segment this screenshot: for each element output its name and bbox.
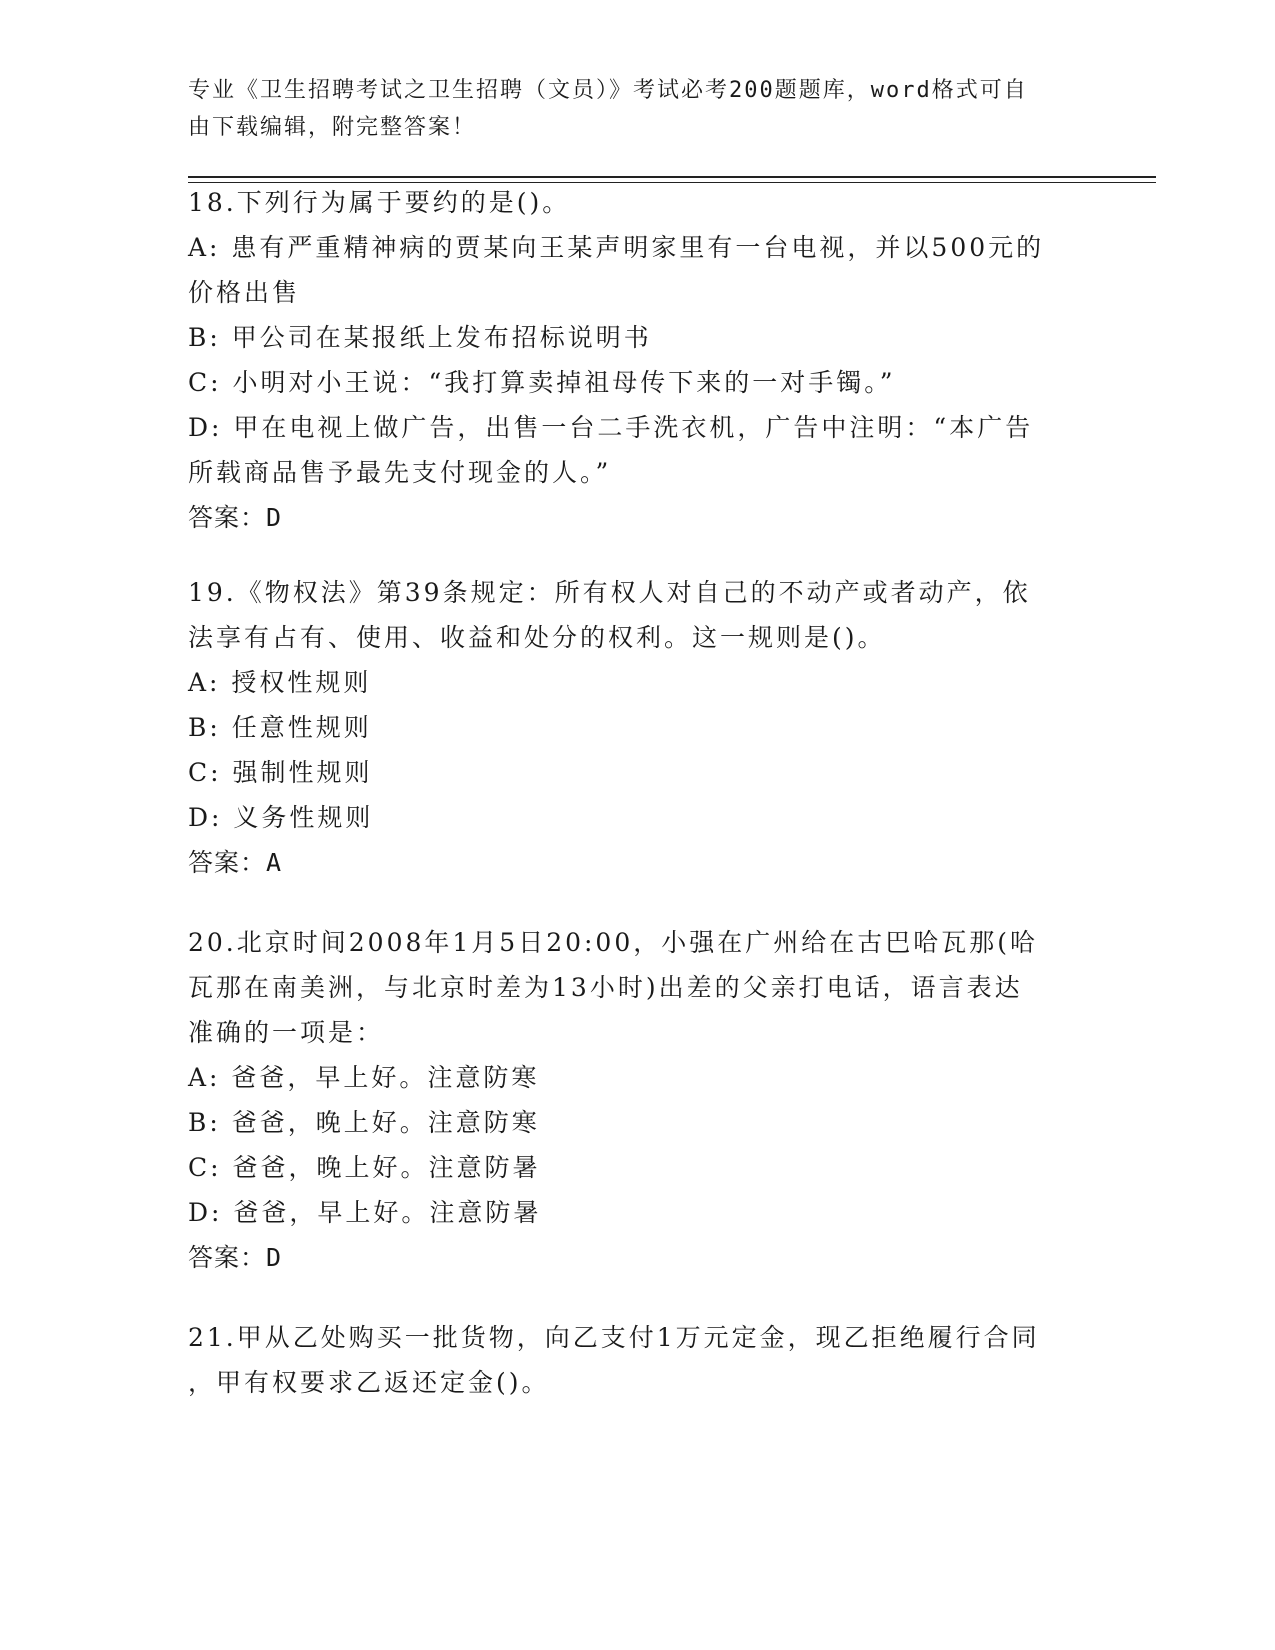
option-c: C: 小明对小王说：“我打算卖掉祖母传下来的一对手镯。” bbox=[188, 368, 896, 397]
question-18 bbox=[188, 180, 1088, 540]
answer-label: 答案： bbox=[188, 1243, 267, 1272]
option-a: A: 授权性规则 bbox=[188, 668, 372, 697]
answer-line bbox=[188, 1235, 1088, 1280]
option-a: A: 爸爸，早上好。注意防寒 bbox=[188, 1063, 540, 1092]
option-d-continued: 所载商品售予最先支付现金的人。” bbox=[188, 458, 612, 487]
answer-value: D bbox=[266, 503, 283, 532]
answer-label: 答案： bbox=[188, 503, 267, 532]
question-stem-continued-2: 准确的一项是： bbox=[188, 1018, 385, 1047]
answer-value: A bbox=[266, 848, 283, 877]
option-b: B: 甲公司在某报纸上发布招标说明书 bbox=[188, 323, 652, 352]
question-19 bbox=[188, 570, 1088, 885]
document-header bbox=[188, 72, 1088, 146]
question-stem-continued: ，甲有权要求乙返还定金()。 bbox=[188, 1368, 550, 1397]
question-stem-continued: 法享有占有、使用、收益和处分的权利。这一规则是()。 bbox=[188, 623, 886, 652]
answer-value: D bbox=[266, 1243, 283, 1272]
option-c: C: 爸爸，晚上好。注意防暑 bbox=[188, 1153, 541, 1182]
option-d: D: 爸爸，早上好。注意防暑 bbox=[188, 1198, 542, 1227]
question-stem: 21.甲从乙处购买一批货物，向乙支付1万元定金，现乙拒绝履行合同 bbox=[188, 1323, 1040, 1352]
question-20 bbox=[188, 920, 1088, 1280]
option-d: D: 甲在电视上做广告，出售一台二手洗衣机，广告中注明：“本广告 bbox=[188, 413, 1034, 442]
header-line-2: 由下载编辑，附完整答案！ bbox=[188, 115, 477, 140]
question-21 bbox=[188, 1315, 1088, 1405]
option-a-continued: 价格出售 bbox=[188, 278, 301, 307]
question-stem: 19.《物权法》第39条规定：所有权人对自己的不动产或者动产，依 bbox=[188, 578, 1031, 607]
answer-line bbox=[188, 840, 1088, 885]
header-line-1: 专业《卫生招聘考试之卫生招聘（文员）》考试必考200题题库，word格式可自 bbox=[188, 78, 1028, 103]
answer-label: 答案： bbox=[188, 848, 267, 877]
header-divider-thick bbox=[188, 176, 1156, 178]
option-a: A: 患有严重精神病的贾某向王某声明家里有一台电视，并以500元的 bbox=[188, 233, 1045, 262]
option-b: B: 爸爸，晚上好。注意防寒 bbox=[188, 1108, 540, 1137]
question-stem: 18.下列行为属于要约的是()。 bbox=[188, 188, 571, 217]
option-b: B: 任意性规则 bbox=[188, 713, 372, 742]
option-c: C: 强制性规则 bbox=[188, 758, 373, 787]
answer-line bbox=[188, 495, 1088, 540]
option-d: D: 义务性规则 bbox=[188, 803, 374, 832]
question-stem: 20.北京时间2008年1月5日20:00，小强在广州给在古巴哈瓦那(哈 bbox=[188, 928, 1038, 957]
question-stem-continued: 瓦那在南美洲，与北京时差为13小时)出差的父亲打电话，语言表达 bbox=[188, 973, 1023, 1002]
